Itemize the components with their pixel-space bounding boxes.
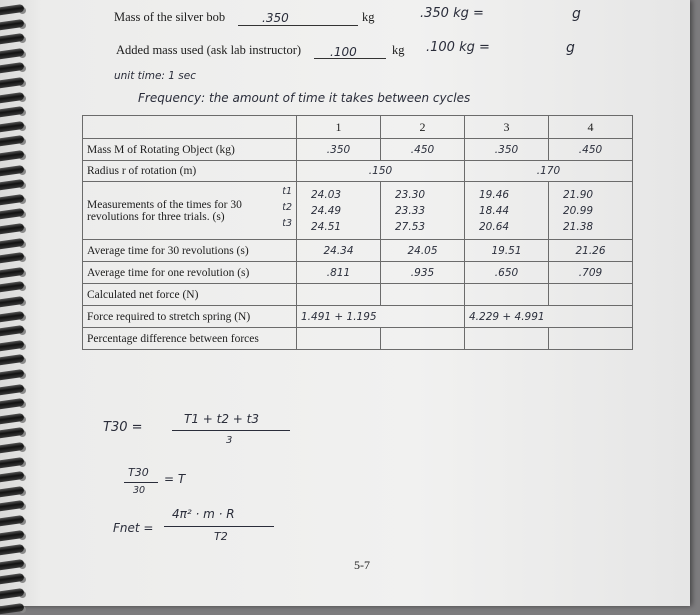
- avg30-cell: 24.34: [297, 240, 381, 262]
- avg30-cell: 24.05: [381, 240, 465, 262]
- added-mass-value: .100: [330, 45, 357, 59]
- trial-label: t1: [282, 186, 292, 197]
- mass-bob-conversion: .350 kg =: [420, 6, 484, 21]
- fnet-formula-numerator: 4π² · m · R: [172, 507, 235, 521]
- fnet-formula-denominator: T2: [214, 530, 228, 543]
- binding-coil: [0, 457, 24, 469]
- table-corner: [83, 116, 297, 139]
- time-value: 20.99: [563, 204, 594, 217]
- time-value: 23.30: [395, 188, 426, 201]
- table-row: [83, 284, 633, 306]
- binding-coil: [0, 77, 24, 89]
- added-mass-label: Added mass used (ask lab instructor): [116, 43, 302, 57]
- binding-coil: [0, 121, 24, 133]
- table-row: [83, 240, 633, 262]
- time-value: 20.64: [479, 220, 510, 233]
- avg1-cell: .811: [297, 262, 381, 284]
- time-value: 23.33: [395, 204, 426, 217]
- trial-labels: [282, 184, 292, 232]
- avg1-cell: .650: [465, 262, 549, 284]
- binding-coil: [0, 165, 24, 177]
- table-row: [83, 262, 633, 284]
- binding-coil: [0, 325, 24, 337]
- binding-coil: [0, 179, 24, 191]
- time-value: 24.49: [311, 204, 342, 217]
- binding-coil: [0, 588, 24, 600]
- binding-coil: [0, 340, 24, 352]
- binding-coil: [0, 544, 24, 556]
- times-cell-col1: [297, 182, 381, 240]
- mass-bob-unit: kg: [362, 10, 375, 24]
- binding-coil: [0, 500, 24, 512]
- t1-formula-denominator: 30: [133, 485, 146, 496]
- column-header-1: 1: [297, 116, 381, 139]
- mass-bob-grams: g: [572, 6, 581, 22]
- added-mass-conversion: .100 kg =: [426, 40, 490, 55]
- added-mass-unit: kg: [392, 43, 405, 57]
- data-table: [82, 115, 633, 350]
- net-force-cell: [465, 284, 549, 306]
- unit-time-note: unit time: 1 sec: [114, 70, 197, 82]
- column-header-4: 4: [549, 116, 633, 139]
- binding-coil: [0, 194, 24, 206]
- binding-coil: [0, 223, 24, 235]
- net-force-cell: [297, 284, 381, 306]
- time-value: 24.03: [311, 188, 342, 201]
- pct-diff-cell: [381, 328, 465, 350]
- binding-coil: [0, 311, 24, 323]
- mass-cell: .450: [381, 139, 465, 161]
- binding-coil: [0, 384, 24, 396]
- mass-cell: .350: [297, 139, 381, 161]
- row-label-mass: Mass M of Rotating Object (kg): [83, 139, 297, 161]
- spring-force-pair-1: 1.491 + 1.195: [297, 306, 465, 328]
- pct-diff-cell: [465, 328, 549, 350]
- mass-cell: .350: [465, 139, 549, 161]
- time-value: 24.51: [311, 220, 342, 233]
- avg30-cell: 19.51: [465, 240, 549, 262]
- binding-coil: [0, 4, 24, 16]
- mass-cell: .450: [549, 139, 633, 161]
- t1-formula-rhs: = T: [164, 472, 186, 486]
- net-force-cell: [549, 284, 633, 306]
- mass-bob-underline: [238, 25, 358, 26]
- t30-formula-denominator: 3: [226, 435, 233, 446]
- binding-coil: [0, 33, 24, 45]
- times-cell-col4: [549, 182, 633, 240]
- row-label-times: [83, 182, 297, 240]
- times-cell-col2: [381, 182, 465, 240]
- t30-fraction-bar: [172, 430, 290, 431]
- binding-coil: [0, 603, 24, 615]
- radius-cell: .170: [465, 161, 633, 182]
- binding-coil: [0, 354, 24, 366]
- row-label-avg30: Average time for 30 revolutions (s): [83, 240, 297, 262]
- row-label-avg1: Average time for one revolution (s): [83, 262, 297, 284]
- spring-force-pair-2: 4.229 + 4.991: [465, 306, 633, 328]
- binding-coil: [0, 62, 24, 74]
- avg30-cell: 21.26: [549, 240, 633, 262]
- pct-diff-cell: [297, 328, 381, 350]
- t30-formula-numerator: T1 + t2 + t3: [184, 412, 260, 426]
- binding-coil: [0, 48, 24, 60]
- column-header-3: 3: [465, 116, 549, 139]
- binding-coil: [0, 530, 24, 542]
- fnet-formula-lhs: Fnet =: [113, 521, 154, 535]
- time-value: 21.90: [563, 188, 594, 201]
- times-label-text: Measurements of the times for 30 revolutions for three trials. (s): [87, 198, 242, 223]
- trial-label: t2: [282, 202, 292, 213]
- binding-coil: [0, 398, 24, 410]
- avg1-cell: .709: [549, 262, 633, 284]
- binding-coil: [0, 559, 24, 571]
- table-row: [83, 139, 633, 161]
- time-value: 21.38: [563, 220, 594, 233]
- row-label-spring-force: Force required to stretch spring (N): [83, 306, 297, 328]
- binding-coil: [0, 573, 24, 585]
- binding-coil: [0, 369, 24, 381]
- spiral-binding: [0, 0, 28, 606]
- t1-fraction-bar: [124, 482, 158, 483]
- binding-coil: [0, 267, 24, 279]
- trial-label: t3: [282, 218, 292, 229]
- table-row: [83, 182, 633, 240]
- table-row: [83, 328, 633, 350]
- binding-coil: [0, 92, 24, 104]
- table-row: [83, 161, 633, 182]
- row-label-pct-diff: Percentage difference between forces: [83, 328, 297, 350]
- binding-coil: [0, 135, 24, 147]
- mass-bob-label: Mass of the silver bob: [114, 10, 226, 24]
- t30-formula-lhs: T30 =: [103, 420, 143, 435]
- binding-coil: [0, 471, 24, 483]
- binding-coil: [0, 208, 24, 220]
- avg1-cell: .935: [381, 262, 465, 284]
- binding-coil: [0, 252, 24, 264]
- binding-coil: [0, 150, 24, 162]
- frequency-note: Frequency: the amount of time it takes between cycles: [138, 91, 471, 105]
- binding-coil: [0, 413, 24, 425]
- binding-coil: [0, 486, 24, 498]
- time-value: 18.44: [479, 204, 510, 217]
- times-cell-col3: [465, 182, 549, 240]
- binding-coil: [0, 19, 24, 31]
- binding-coil: [0, 281, 24, 293]
- mass-bob-value: .350: [262, 11, 289, 25]
- table-row: [83, 306, 633, 328]
- binding-coil: [0, 296, 24, 308]
- binding-coil: [0, 427, 24, 439]
- time-value: 27.53: [395, 220, 426, 233]
- pct-diff-cell: [549, 328, 633, 350]
- row-label-radius: Radius r of rotation (m): [83, 161, 297, 182]
- row-label-net-force: Calculated net force (N): [83, 284, 297, 306]
- radius-cell: .150: [297, 161, 465, 182]
- page-number: 5-7: [354, 558, 370, 572]
- fnet-fraction-bar: [164, 526, 274, 527]
- binding-coil: [0, 106, 24, 118]
- time-value: 19.46: [479, 188, 510, 201]
- t1-formula-numerator: T30: [128, 466, 149, 479]
- net-force-cell: [381, 284, 465, 306]
- added-mass-grams: g: [566, 40, 575, 56]
- binding-coil: [0, 515, 24, 527]
- binding-coil: [0, 238, 24, 250]
- column-header-2: 2: [381, 116, 465, 139]
- binding-coil: [0, 442, 24, 454]
